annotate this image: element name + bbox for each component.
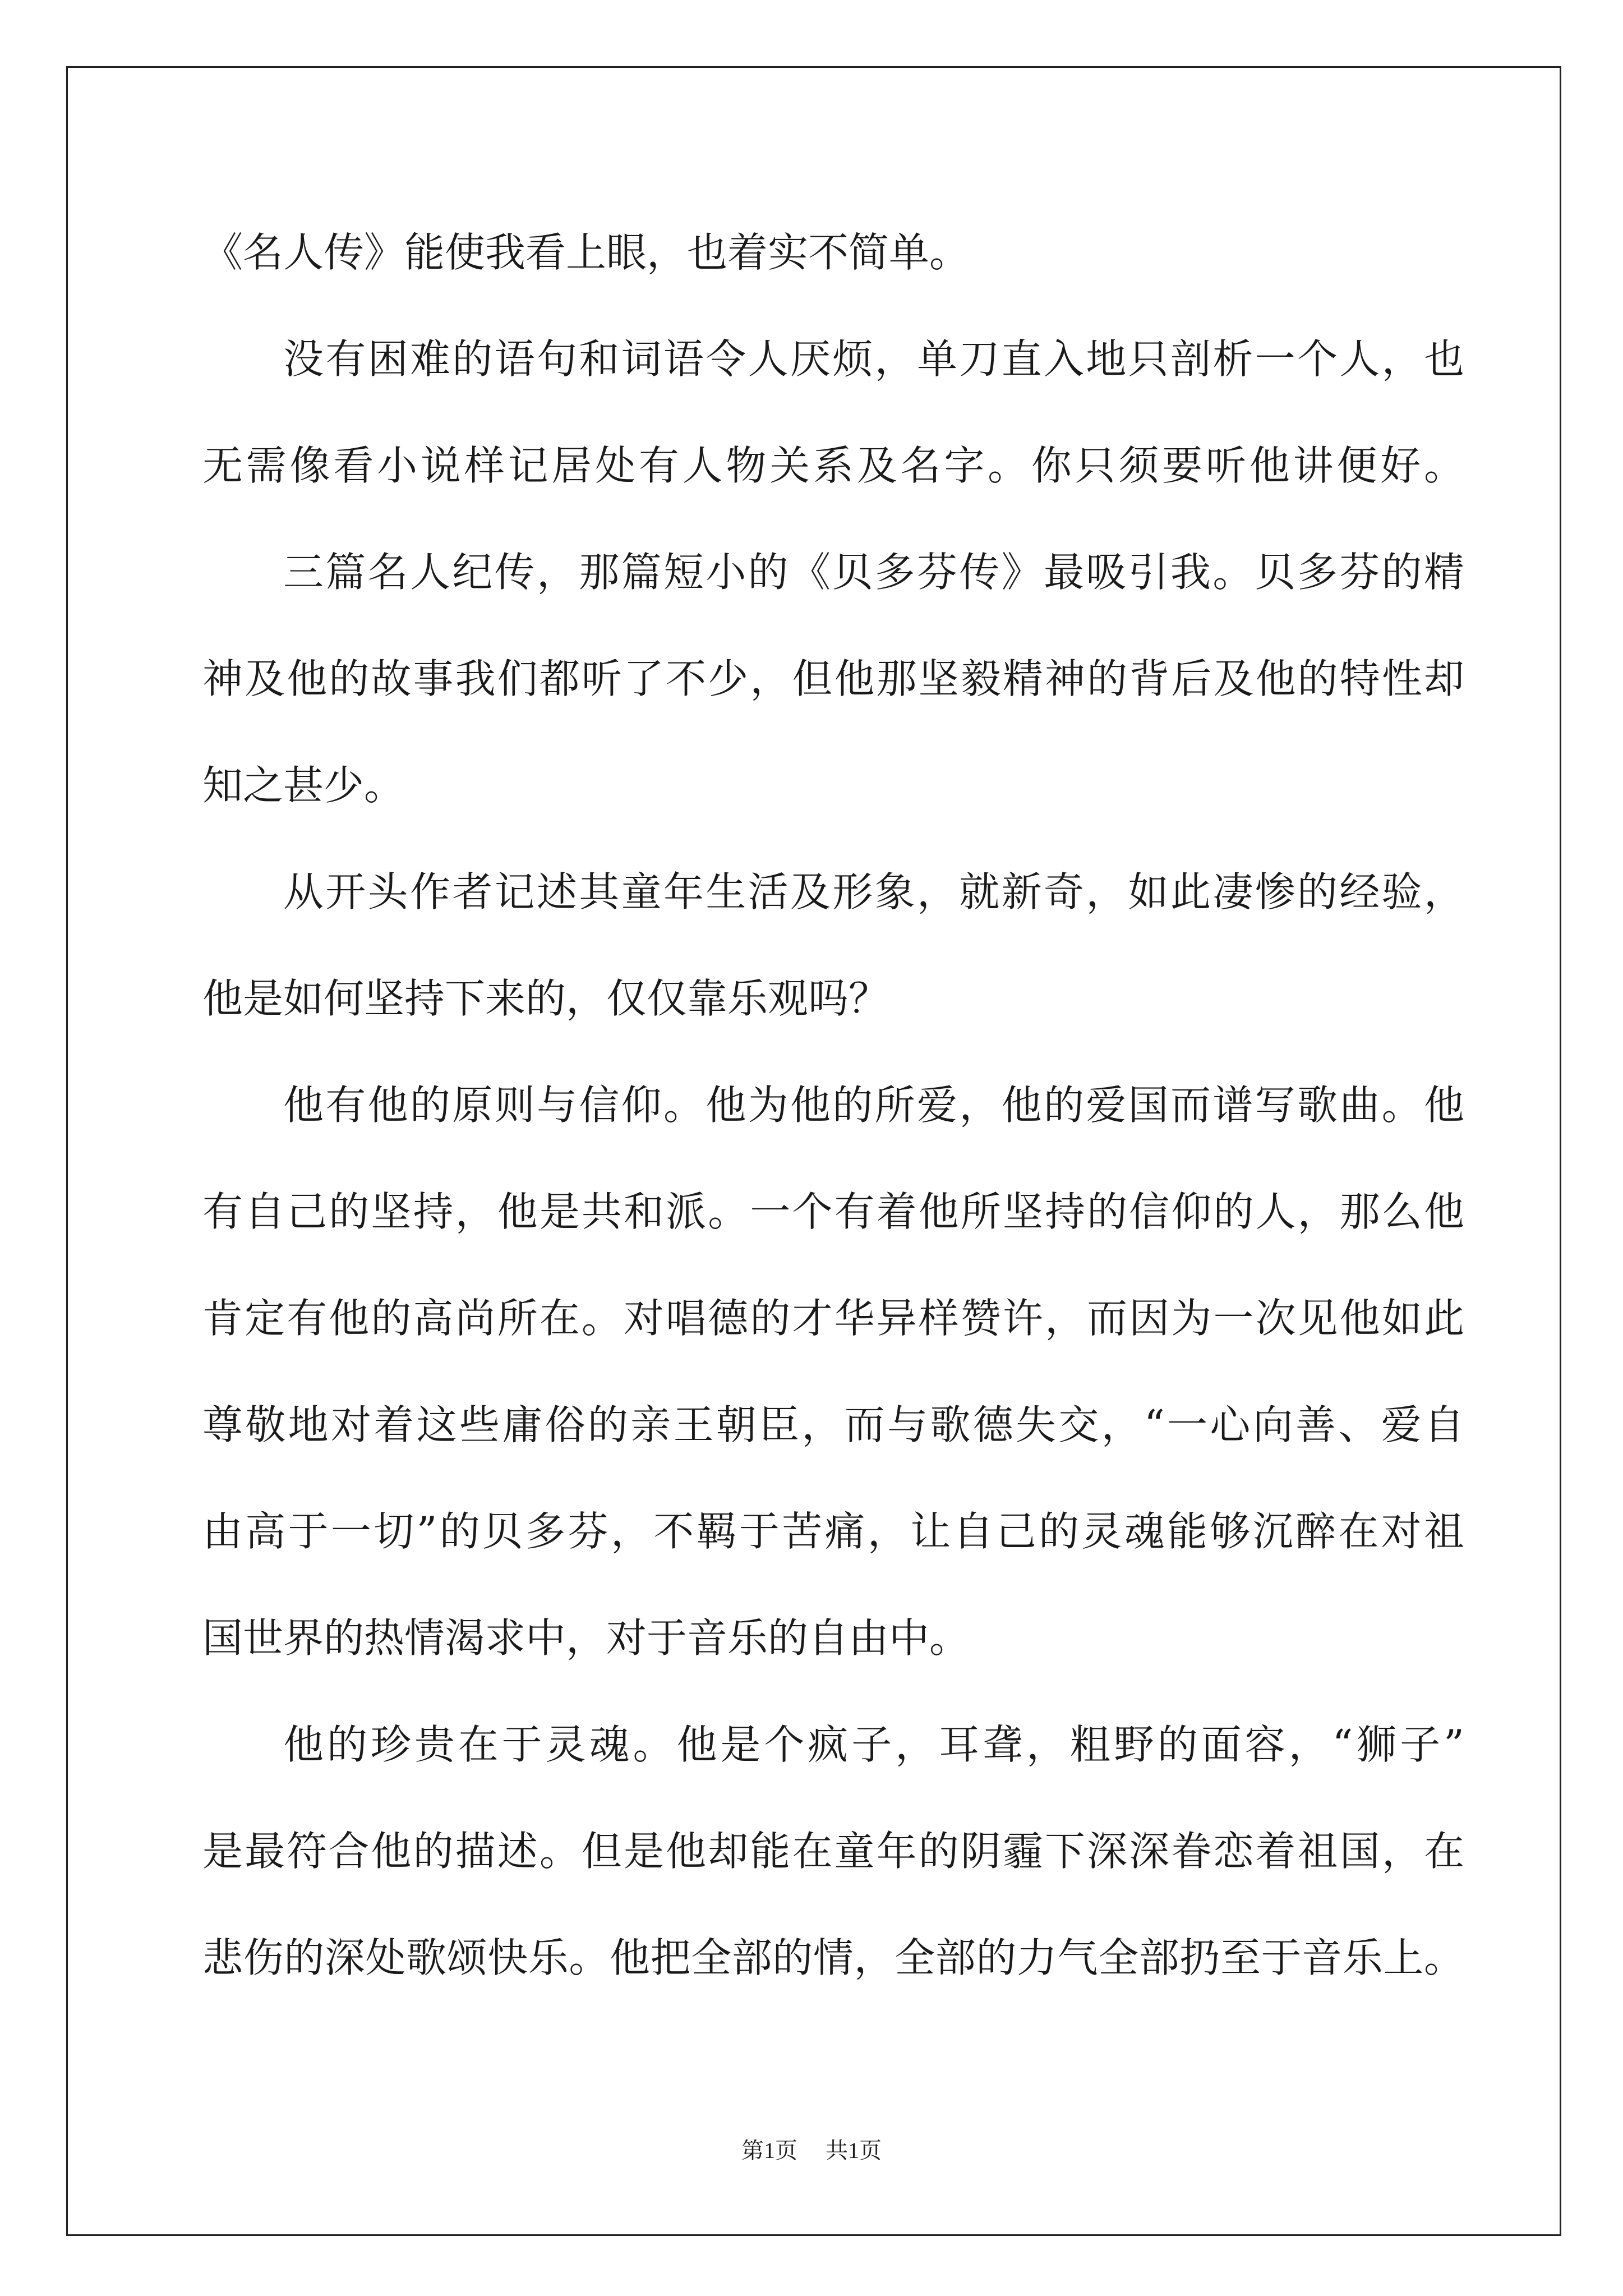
text-line: 从开头作者记述其童年生活及形象，就新奇，如此凄惨的经验， xyxy=(283,868,1464,915)
text-line: 没有困难的语句和词语令人厌烦，单刀直入地只剖析一个人，也 xyxy=(283,335,1464,383)
text-line: 有自己的坚持，他是共和派。一个有着他所坚持的信仰的人，那么他 xyxy=(202,1188,1464,1235)
paragraph xyxy=(202,1052,1464,1691)
paragraph xyxy=(202,199,1464,306)
text-line: 他有他的原则与信仰。他为他的所爱，他的爱国而谱写歌曲。他 xyxy=(283,1082,1464,1129)
page-number-current: 第1页 xyxy=(741,2138,797,2163)
text-line: 神及他的故事我们都听了不少，但他那坚毅精神的背后及他的特性却 xyxy=(202,655,1464,702)
text-line: 无需像看小说样记居处有人物关系及名字。你只须要听他讲便好。 xyxy=(202,442,1464,489)
paragraph xyxy=(202,306,1464,519)
paragraph xyxy=(202,1691,1464,2011)
text-line: 悲伤的深处歌颂快乐。他把全部的情，全部的力气全部扔至于音乐上。 xyxy=(202,1934,1464,1981)
paragraph xyxy=(202,839,1464,1052)
document-body xyxy=(202,199,1464,2011)
text-line: 三篇名人纪传，那篇短小的《贝多芬传》最吸引我。贝多芬的精 xyxy=(283,549,1464,596)
text-line: 他的珍贵在于灵魂。他是个疯子，耳聋，粗野的面容，“狮子” xyxy=(283,1721,1464,1768)
page-footer xyxy=(0,2135,1623,2166)
text-line: 知之甚少。 xyxy=(202,762,405,809)
page-number-total: 共1页 xyxy=(826,2138,882,2163)
paragraph xyxy=(202,519,1464,839)
text-line: 国世界的热情渴求中，对于音乐的自由中。 xyxy=(202,1614,970,1662)
text-line: 他是如何坚持下来的，仅仅靠乐观吗？ xyxy=(202,975,889,1022)
text-line: 是最符合他的描述。但是他却能在童年的阴霾下深深眷恋着祖国，在 xyxy=(202,1828,1464,1875)
text-line: 肯定有他的高尚所在。对唱德的才华异样赞许，而因为一次见他如此 xyxy=(202,1295,1464,1342)
text-line: 《名人传》能使我看上眼，也着实不简单。 xyxy=(202,229,970,276)
text-line: 尊敬地对着这些庸俗的亲王朝臣，而与歌德失交，“一心向善、爱自 xyxy=(202,1401,1464,1448)
text-line: 由高于一切”的贝多芬，不羁于苦痛，让自己的灵魂能够沉醉在对祖 xyxy=(202,1508,1464,1555)
